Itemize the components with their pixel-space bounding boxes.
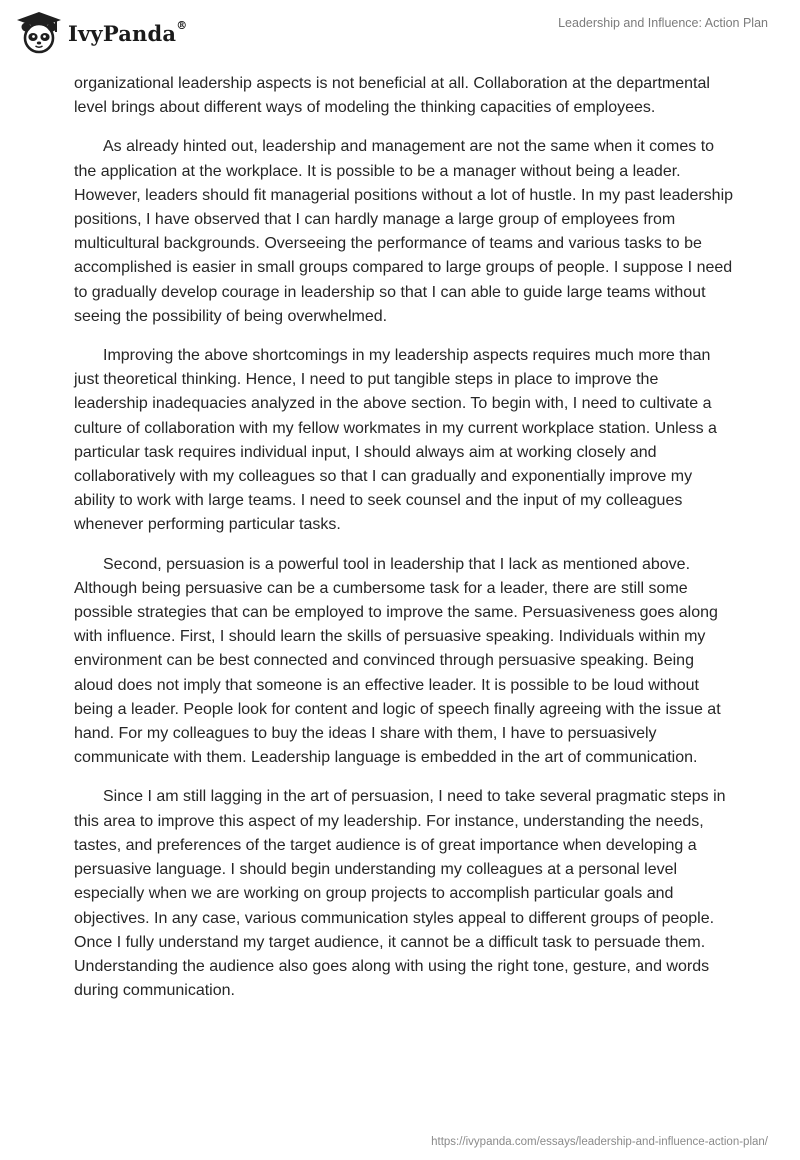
paragraph: Improving the above shortcomings in my leadership aspects requires much more than just theoretical thinking. Hence, I need to put tangible steps in place to improve the leadership inadequacies analyzed in the above section. To begin with, I need to cultivate a culture of collaboration with my fellow workmates in my current workplace station. Unless a particular task requires individual input, I should always aim at working closely and collaboratively with my colleagues so that I can gradually and exponentially improve my ability to work with large teams. I need to seek counsel and the input of my colleagues whenever performing particular tasks.	[74, 347, 717, 534]
essay-body	[74, 72, 734, 1018]
brand-logo[interactable]	[14, 10, 187, 56]
paragraph: Second, persuasion is a powerful tool in leadership that I lack as mentioned above. Although being persuasive can be a cumbersome task for a leader, there are still some possible strategies that can be employed to improve the same. Persuasiveness goes along with influence. First, I should learn the skills of persuasive speaking. Individuals within my environment can be best connected and convinced through persuasive speaking. Being aloud does not imply that someone is an effective leader. It is possible to be loud without being a leader. People look for content and logic of speech finally agreeing with the issue at hand. For my colleagues to buy the ideas I share with them, I have to persuasively communicate with them. Leadership language is embedded in the art of communication.	[74, 555, 721, 767]
brand-name: IvyPanda®	[68, 18, 188, 46]
source-url[interactable]: https://ivypanda.com/essays/leadership-and-influence-action-plan/	[431, 1136, 768, 1148]
paragraph: organizational leadership aspects is not beneficial at all. Collaboration at the departmental level brings about different ways of modeling the thinking capacities of employees.	[74, 75, 710, 117]
paragraph: As already hinted out, leadership and management are not the same when it comes to the application at the workplace. It is possible to be a manager without being a leader. However, leaders should fit managerial positions without a lot of hustle. In my past leadership positions, I have observed that I can hardly manage a large group of employees from multicultural backgrounds. Overseeing the performance of teams and various tasks to be accomplished is easier in small groups compared to large groups of people. I suppose I need to gradually develop courage in leadership so that I can able to guide large teams without seeing the possibility of being overwhelmed.	[74, 138, 734, 325]
document-title: Leadership and Influence: Action Plan	[558, 16, 768, 30]
paragraph: Since I am still lagging in the art of persuasion, I need to take several pragmatic steps in this area to improve this aspect of my leadership. For instance, understanding the needs, tastes, and preferences of the target audience is of great importance when developing a persuasive language. I should begin understanding my colleagues at a personal level especially when we are working on group projects to accomplish particular goals and objectives. In any case, various communication styles appeal to different groups of people. Once I fully understand my target audience, it cannot be a difficult task to persuade them. Understanding the audience also goes along with using the right tone, gesture, and words during communication.	[74, 788, 726, 1000]
page-header	[0, 0, 800, 70]
panda-graduate-icon	[14, 10, 64, 56]
